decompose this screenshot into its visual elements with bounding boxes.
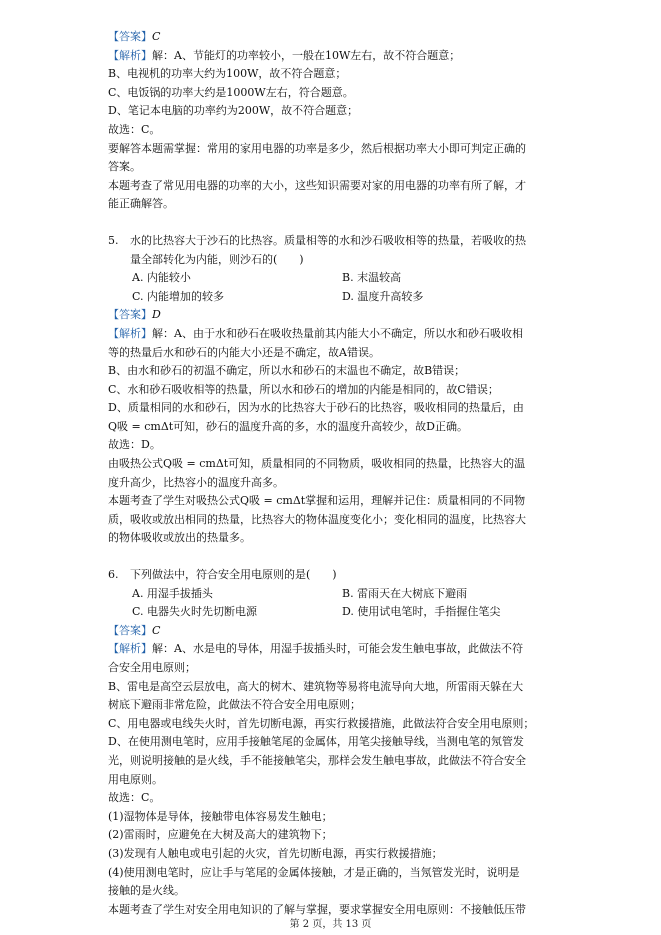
answer-tag: 【答案】 xyxy=(108,623,152,637)
q6-line xyxy=(108,640,554,659)
q6-line: C、用电器或电线失火时，首先切断电源，再实行救援措施，此做法符合安全用电原则； xyxy=(108,716,535,730)
q5-stem-line xyxy=(108,232,554,251)
q5-option-c: C. 内能增加的较多 xyxy=(132,289,225,303)
q6-line: 光，则说明接触的是火线，手不能接触笔尖，那样会发生触电事故，此做法不符合安全 xyxy=(108,753,526,767)
q6-line: 接触的是火线。 xyxy=(108,884,185,898)
q4-line: B、电视机的功率大约为100W，故不符合题意； xyxy=(108,67,347,81)
q5-answer: D xyxy=(152,308,161,322)
q5-stem-text: 水的比热容大于沙石的比热容。质量相等的水和沙石吸收相等的热量，若吸收的热 xyxy=(130,233,526,247)
q5-options-row xyxy=(108,288,554,307)
q5-line: Q吸 = cmΔt可知，砂石的温度升高的多，水的温度升高较少，故D正确。 xyxy=(108,419,469,433)
q5-line: 故选：D。 xyxy=(108,438,161,452)
q6-line: D、在使用测电笔时，应用手接触笔尾的金属体，用笔尖接触导线，当测电笔的氖管发 xyxy=(108,735,524,749)
q6-line: (2)雷雨时，应避免在大树及高大的建筑物下； xyxy=(108,828,333,842)
q6-stem-line xyxy=(108,566,554,585)
q6-answer: C xyxy=(152,623,161,637)
answer-tag: 【答案】 xyxy=(108,30,152,43)
q5-line: C、水和砂石吸收相等的热量，所以水和砂石的增加的内能是相同的，故C错误； xyxy=(108,382,499,396)
q5-options-row xyxy=(108,269,554,288)
document-body xyxy=(108,28,554,919)
q6-line: 树底下避雨非常危险，此做法不符合安全用电原则； xyxy=(108,698,361,712)
q5-line: B、由水和砂石的初温不确定，所以水和砂石的末温也不确定，故B错误； xyxy=(108,364,466,378)
q4-line: 要解答本题需掌握：常用的家用电器的功率是多少，然后根据功率大小即可判定正确的 xyxy=(108,141,526,155)
q6-line: 故选：C。 xyxy=(108,791,161,805)
q5-option-d: D. 温度升高较多 xyxy=(342,289,424,303)
q4-analysis xyxy=(108,47,554,214)
q6-option-c: C. 电器失火时先切断电源 xyxy=(132,605,258,619)
q6-line: 本题考查了学生对安全用电知识的了解与掌握，要求掌握安全用电原则：不接触低压带 xyxy=(108,902,526,916)
analysis-tag: 【解析】 xyxy=(108,642,152,656)
q6-line: 用电原则。 xyxy=(108,772,163,786)
q4-line xyxy=(108,47,554,66)
q4-answer-line xyxy=(108,28,554,47)
q4-answer: C xyxy=(152,30,161,43)
q6-option-d: D. 使用试电笔时，手指握住笔尖 xyxy=(342,605,501,619)
q6-line-text: 解：A、水是电的导体，用湿手拔插头时，可能会发生触电事故，此做法不符 xyxy=(152,642,523,656)
q6-number: 6. xyxy=(108,568,119,582)
q5-line: 本题考查了学生对吸热公式Q吸 = cmΔt掌握和运用，理解并记住：质量相同的不同物 xyxy=(108,494,526,508)
q6-options-row xyxy=(108,603,554,622)
q4-line: 答案。 xyxy=(108,160,141,174)
q6-option-a: A. 用湿手拔插头 xyxy=(132,586,213,600)
q5-number: 5. xyxy=(108,233,119,247)
q4-line: D、笔记本电脑的功率约为200W，故不符合题意； xyxy=(108,104,359,118)
q5-line-text: 解：A、由于水和砂石在吸收热量前其内能大小不确定，所以水和砂石吸收相 xyxy=(152,326,523,340)
q5-line: 质，吸收或放出相同的热量，比热容大的物体温度变化小；变化相同的温度，比热容大 xyxy=(108,512,526,526)
q4-line: 本题考查了常见用电器的功率的大小，这些知识需要对家的用电器的功率有所了解，才 xyxy=(108,178,526,192)
q6-answer-line xyxy=(108,622,554,641)
q6-options-row xyxy=(108,585,554,604)
q4-line: 能正确解答。 xyxy=(108,197,174,211)
q6-stem-text: 下列做法中，符合安全用电原则的是( ) xyxy=(130,568,337,582)
q5-line: D、质量相同的水和砂石，因为水的比热容大于砂石的比热容，吸收相同的热量后，由 xyxy=(108,401,524,415)
q4-line: 故选：C。 xyxy=(108,122,161,136)
q5-answer-line xyxy=(108,306,554,325)
q5-line: 的物体吸收或放出的热量多。 xyxy=(108,531,251,545)
answer-tag: 【答案】 xyxy=(108,308,152,322)
q6-line: 合安全用电原则； xyxy=(108,661,196,674)
q5-line xyxy=(108,325,554,344)
q5-line: 度升高少，比热容小的温度升高多。 xyxy=(108,475,284,489)
q5-option-b: B. 末温较高 xyxy=(342,271,402,285)
q4-line-text: 解：A、节能灯的功率较小，一般在10W左右，故不符合题意； xyxy=(152,48,461,62)
q6-line: B、雷电是高空云层放电，高大的树木、建筑物等易将电流导向大地，所雷雨天躲在大 xyxy=(108,679,524,693)
q5-option-a: A. 内能较小 xyxy=(132,271,191,285)
question-5 xyxy=(108,232,554,548)
q4-line: C、电饭锅的功率大约是1000W左右，符合题意。 xyxy=(108,85,354,99)
q6-line: (3)发现有人触电或电引起的火灾，首先切断电源，再实行救援措施； xyxy=(108,846,443,860)
q6-line: (4)使用测电笔时，应让手与笔尾的金属体接触，才是正确的，当氖管发光时，说明是 xyxy=(108,865,520,879)
q5-stem-line: 量全部转化为内能，则沙石的( ) xyxy=(130,252,304,266)
q5-line: 由吸热公式Q吸 = cmΔt可知，质量相同的不同物质，吸收相同的热量，比热容大的温 xyxy=(108,457,526,471)
q5-line: 等的热量后水和砂石的内能大小还是不确定，故A错误。 xyxy=(108,345,380,359)
page-footer: 第 2 页，共 13 页 xyxy=(289,919,372,930)
q6-line: (1)湿物体是导体，接触带电体容易发生触电； xyxy=(108,809,333,823)
question-6 xyxy=(108,566,554,919)
q6-option-b: B. 雷雨天在大树底下避雨 xyxy=(342,586,468,600)
analysis-tag: 【解析】 xyxy=(108,326,152,340)
analysis-tag: 【解析】 xyxy=(108,48,152,62)
